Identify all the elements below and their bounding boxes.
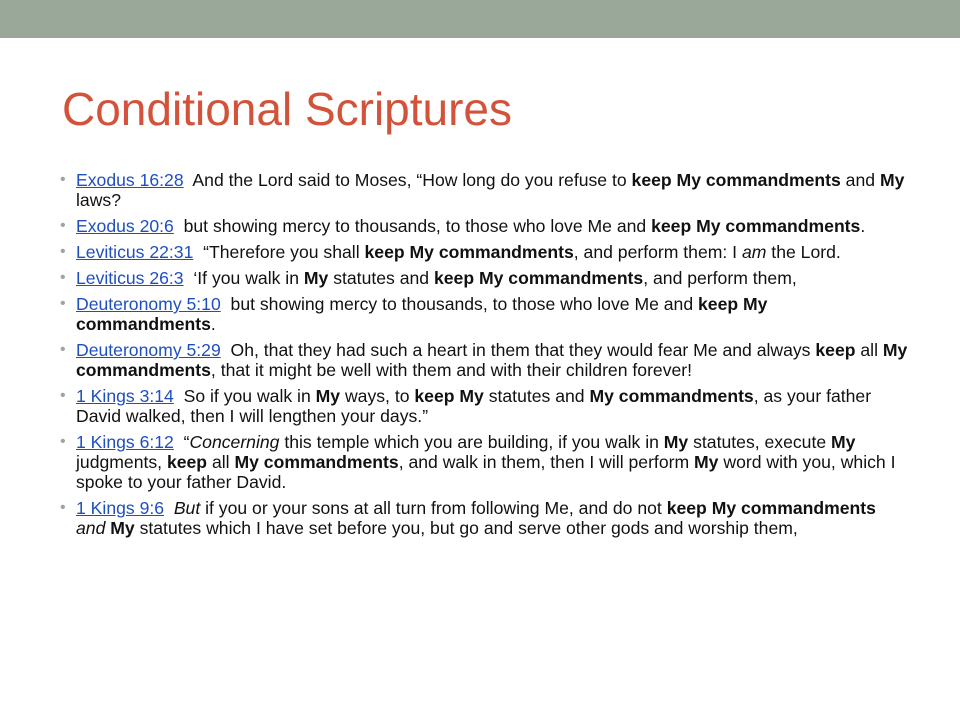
- emphasized-text: My: [694, 452, 719, 472]
- emphasized-text: keep My commandments: [666, 498, 876, 518]
- italic-text: But: [173, 498, 201, 518]
- verse-text: “Therefore you shall: [203, 242, 365, 262]
- verse-text: “: [183, 432, 190, 452]
- verse-text: , and perform them: I: [573, 242, 742, 262]
- emphasized-text: My: [303, 268, 329, 288]
- emphasized-text: My: [315, 386, 341, 406]
- verse-text: .: [210, 314, 216, 334]
- scripture-reference-link[interactable]: 1 Kings 9:6: [76, 498, 165, 518]
- verse-text: Oh, that they had such a heart in them that they would fear Me and always: [230, 340, 816, 360]
- italic-text: am: [741, 242, 767, 262]
- emphasized-text: keep My commandments: [651, 216, 861, 236]
- verse-text: statutes and: [328, 268, 434, 288]
- emphasized-text: keep My commandments: [76, 294, 768, 334]
- verse-item: [58, 216, 908, 236]
- verse-item: [58, 170, 908, 210]
- verse-text: if you or your sons at all turn from following Me, and do not: [200, 498, 667, 518]
- verse-text: all: [207, 452, 235, 472]
- verse-item: [58, 498, 908, 538]
- verse-text: judgments,: [76, 452, 167, 472]
- verse-text: all: [855, 340, 883, 360]
- verse-text: but showing mercy to thousands, to those who love Me and: [183, 216, 652, 236]
- scripture-reference-link[interactable]: Leviticus 22:31: [76, 242, 194, 262]
- bullet-icon: •: [60, 295, 66, 312]
- verse-item: [58, 268, 908, 288]
- bullet-icon: •: [60, 499, 66, 516]
- scripture-reference-link[interactable]: Deuteronomy 5:29: [76, 340, 221, 360]
- verse-item: [58, 242, 908, 262]
- verse-text: , as your father David walked, then I will lengthen your days.”: [76, 386, 872, 426]
- verse-text: word with you, which I spoke to your father David.: [76, 452, 896, 492]
- emphasized-text: My commandments: [76, 340, 908, 380]
- emphasized-text: My: [831, 432, 856, 452]
- slide-title: Conditional Scriptures: [62, 83, 513, 135]
- emphasized-text: keep My commandments: [364, 242, 574, 262]
- verse-text: but showing mercy to thousands, to those who love Me and: [230, 294, 699, 314]
- verse-text: , and perform them,: [643, 268, 797, 288]
- italic-text: and: [76, 518, 106, 538]
- verse-text: ways, to: [340, 386, 415, 406]
- bullet-icon: •: [60, 387, 66, 404]
- emphasized-text: My: [879, 170, 905, 190]
- scripture-reference-link[interactable]: Exodus 16:28: [76, 170, 184, 190]
- emphasized-text: keep My commandments: [433, 268, 644, 288]
- verse-text: , that it might be well with them and with their children forever!: [210, 360, 693, 380]
- emphasized-text: keep: [815, 340, 856, 360]
- scripture-reference-link[interactable]: 1 Kings 3:14: [76, 386, 174, 406]
- emphasized-text: keep: [166, 452, 208, 472]
- bullet-icon: •: [60, 269, 66, 286]
- bullet-icon: •: [60, 243, 66, 260]
- bullet-icon: •: [60, 433, 66, 450]
- verse-item: [58, 386, 908, 426]
- verse-text: statutes, execute: [688, 432, 832, 452]
- scripture-reference-link[interactable]: Deuteronomy 5:10: [76, 294, 221, 314]
- verse-item: [58, 340, 908, 380]
- bullet-icon: •: [60, 217, 66, 234]
- emphasized-text: keep My: [414, 386, 484, 406]
- verse-text: and: [840, 170, 880, 190]
- verse-text: .: [860, 216, 866, 236]
- bullet-icon: •: [60, 171, 66, 188]
- bullet-icon: •: [60, 341, 66, 358]
- emphasized-text: My commandments: [589, 386, 754, 406]
- verse-text: this temple which you are building, if you walk in: [279, 432, 664, 452]
- top-accent-bar: [0, 0, 960, 38]
- verse-text: statutes and: [483, 386, 590, 406]
- verse-text: laws?: [76, 190, 121, 210]
- verse-list: [58, 170, 908, 544]
- emphasized-text: My: [110, 518, 135, 538]
- verse-text: , and walk in them, then I will perform: [398, 452, 695, 472]
- verse-text: the Lord.: [766, 242, 841, 262]
- scripture-reference-link[interactable]: Leviticus 26:3: [76, 268, 184, 288]
- scripture-reference-link[interactable]: 1 Kings 6:12: [76, 432, 174, 452]
- emphasized-text: My: [663, 432, 689, 452]
- verse-text: statutes which I have set before you, but go and serve other gods and worship them,: [134, 518, 798, 538]
- verse-item: [58, 294, 908, 334]
- verse-text: And the Lord said to Moses, “How long do you refuse to: [192, 170, 632, 190]
- emphasized-text: My commandments: [234, 452, 399, 472]
- verse-text: So if you walk in: [183, 386, 316, 406]
- emphasized-text: keep My commandments: [631, 170, 841, 190]
- italic-text: Concerning: [189, 432, 280, 452]
- scripture-reference-link[interactable]: Exodus 20:6: [76, 216, 174, 236]
- verse-item: [58, 432, 908, 492]
- verse-text: ‘If you walk in: [193, 268, 304, 288]
